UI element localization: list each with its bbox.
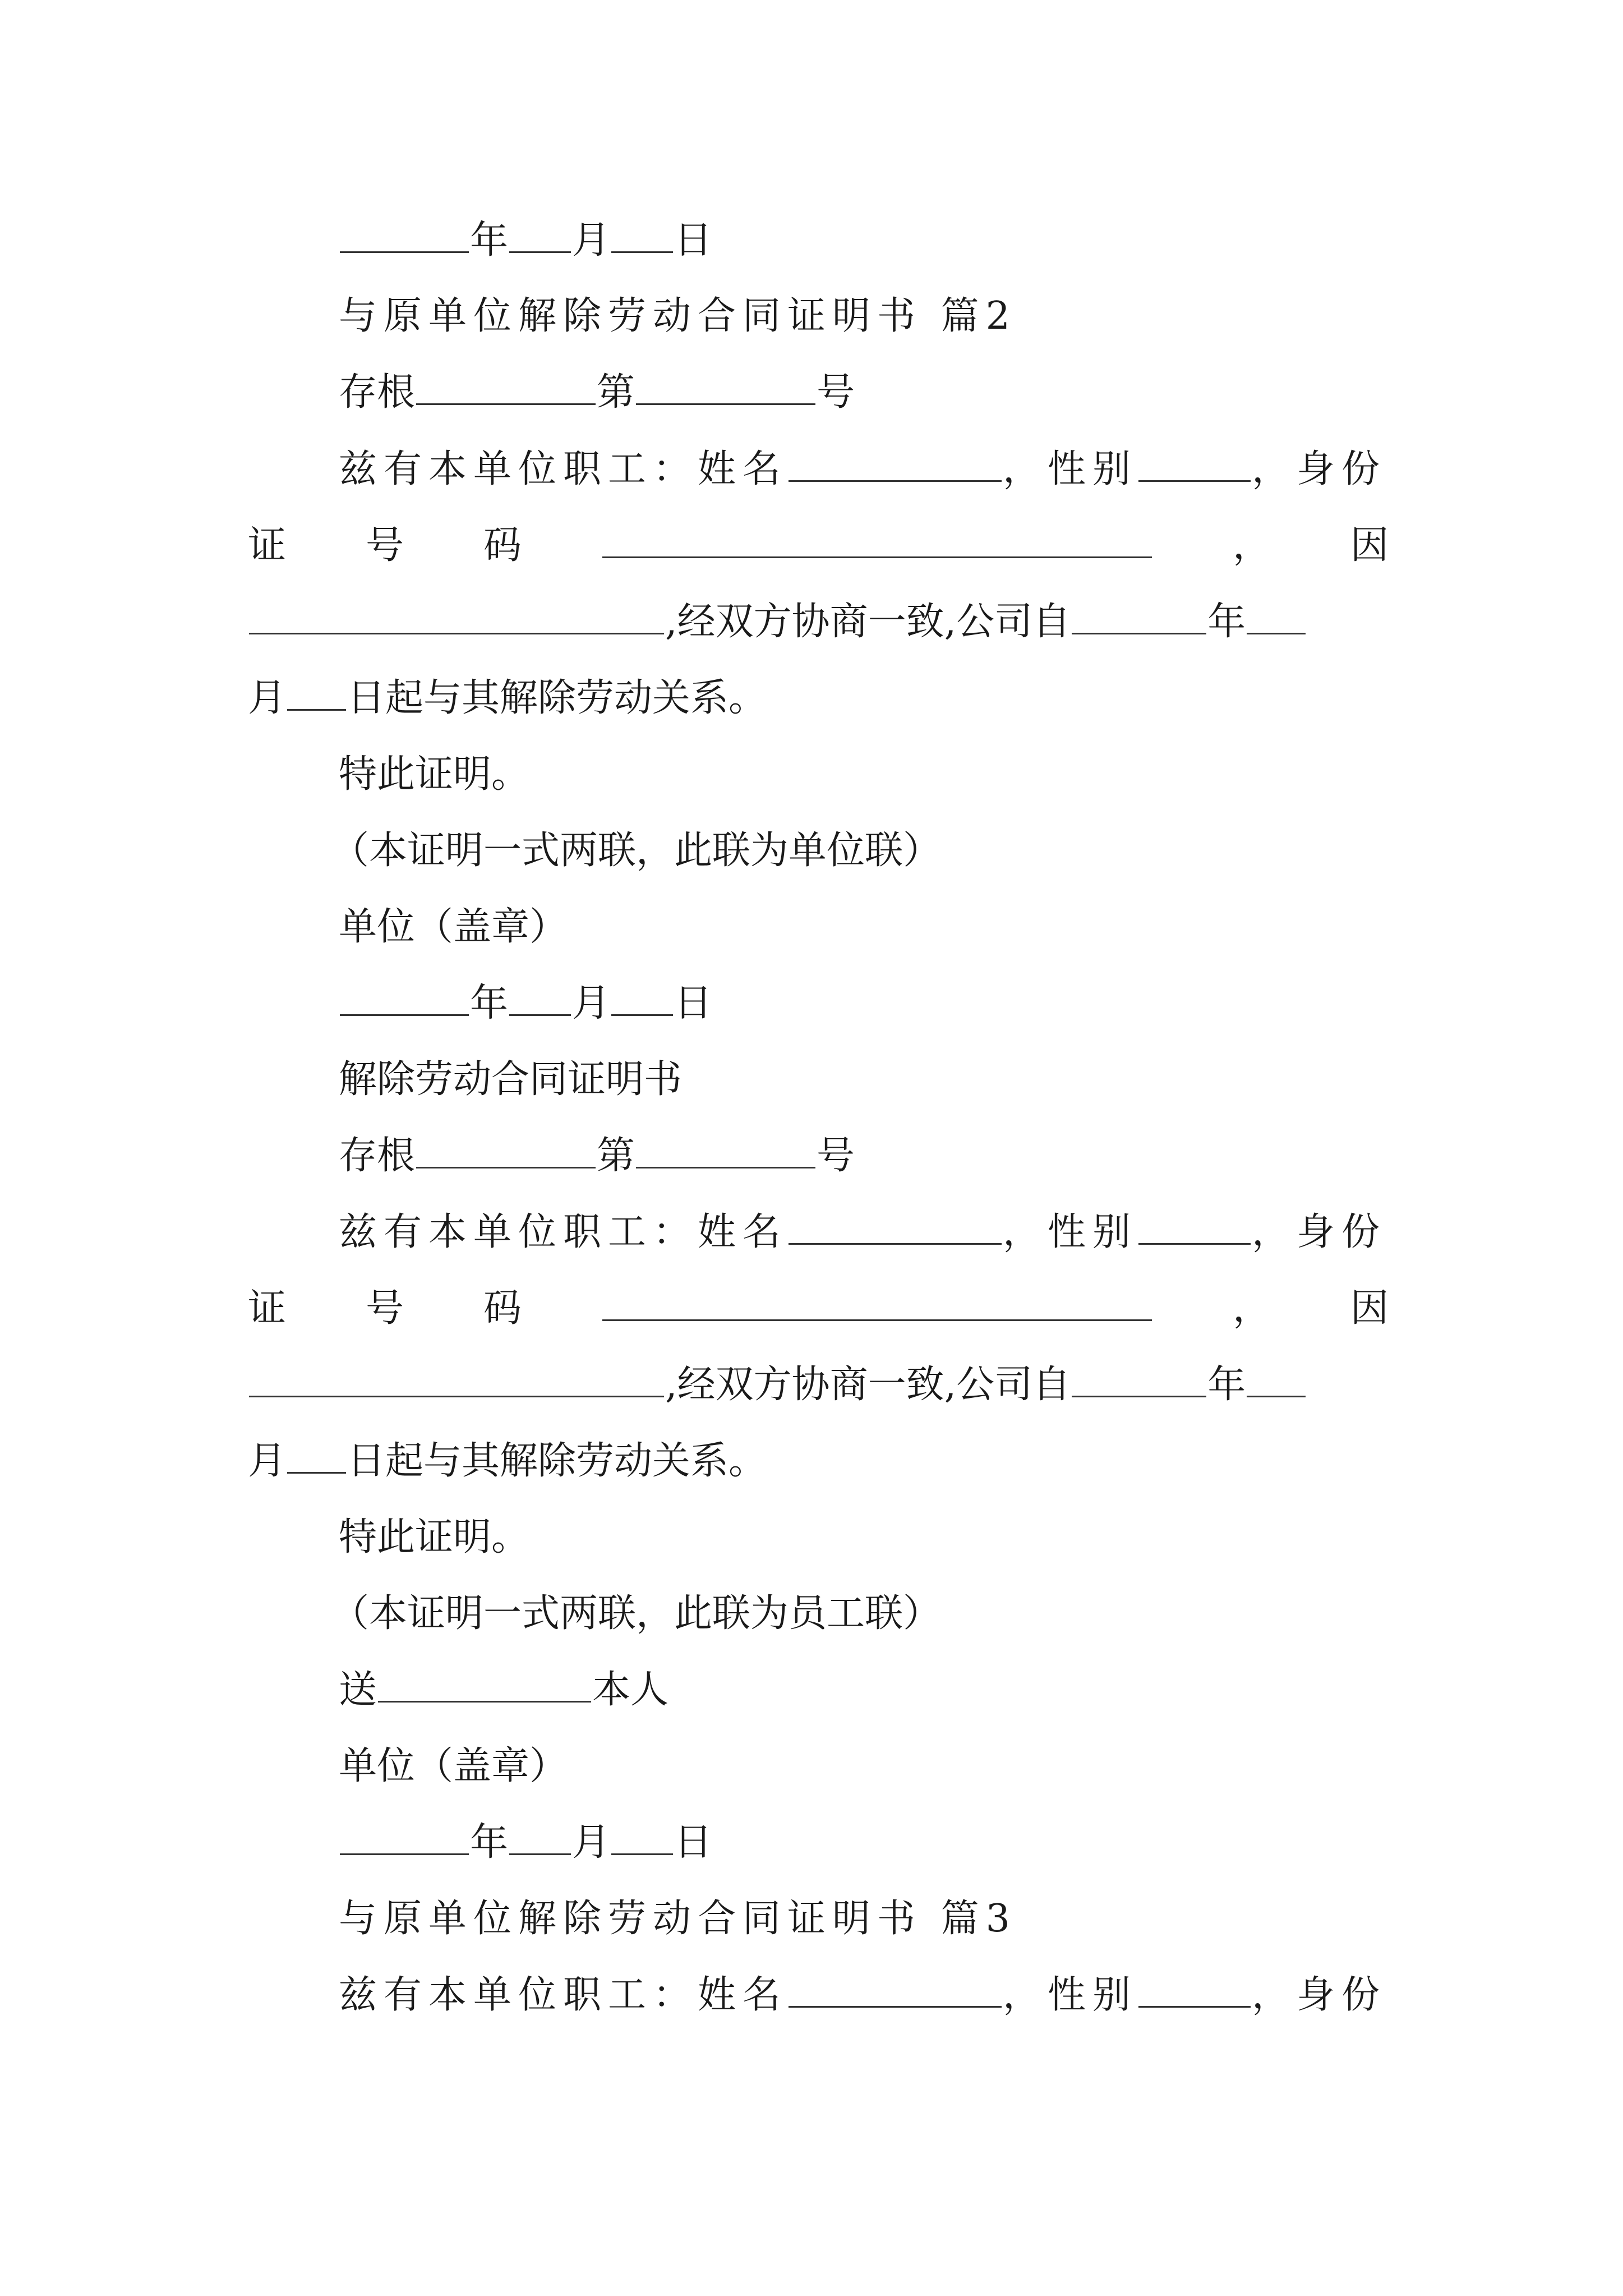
year-blank (340, 212, 469, 253)
stub-label: 存根 (339, 370, 416, 415)
day-blank (611, 1814, 673, 1855)
year-blank (340, 975, 469, 1016)
day-label: 日 (674, 218, 713, 263)
reason-line (248, 591, 1389, 653)
month-blank (509, 1814, 571, 1855)
agree-text: ,经双方协商一致,公司自 (665, 600, 1071, 644)
reason-blank (249, 1356, 664, 1397)
hereby-text: 特此证明。 (339, 1515, 530, 1559)
copy-note: （本证明一式两联，此联为单位联） (331, 829, 942, 873)
stub-blank (416, 364, 596, 405)
hereby-text: 特此证明。 (339, 752, 530, 797)
month-label: 月 (248, 1439, 287, 1483)
gender-label: ，性别 (1003, 1210, 1138, 1254)
release-text: 日起与其解除劳动关系。 (347, 676, 767, 720)
because-label: 因 (1350, 1286, 1389, 1331)
intro-line (339, 439, 1386, 500)
stub-line (339, 362, 855, 424)
month-label: 月 (572, 981, 611, 1025)
month-blank (509, 975, 571, 1016)
seal-label: 单位（盖章） (339, 1744, 568, 1788)
month-label: 月 (248, 676, 287, 720)
stub-no-label: 第 (597, 1134, 635, 1178)
day-blank (287, 670, 346, 711)
release-text: 日起与其解除劳动关系。 (347, 1439, 767, 1483)
stub-blank (416, 1128, 596, 1168)
release-line (248, 668, 767, 729)
id-char: 证 (248, 1286, 287, 1331)
intro-text: 兹有本单位职工：姓名 (339, 1973, 788, 2017)
intro-line (339, 1964, 1386, 2026)
date-line (339, 1812, 712, 1874)
name-blank (789, 441, 1002, 482)
comma: ， (1232, 1286, 1271, 1331)
year-label: 年 (1207, 600, 1246, 644)
id-number-blank (602, 1280, 1152, 1321)
id-char: 码 (483, 1286, 522, 1331)
date-line (339, 973, 712, 1034)
stub-number-blank (636, 364, 815, 405)
stub-line (339, 1125, 855, 1187)
stub-number-blank (636, 1128, 815, 1168)
stub-hao-label: 号 (817, 1134, 855, 1178)
id-prefix: ，身份 (1252, 447, 1387, 491)
send-line (339, 1659, 668, 1721)
id-prefix: ，身份 (1252, 1210, 1387, 1254)
stub-label: 存根 (339, 1134, 416, 1178)
year-label: 年 (470, 1820, 509, 1865)
copy-note: （本证明一式两联，此联为员工联） (331, 1591, 942, 1636)
seal-label: 单位（盖章） (339, 905, 568, 949)
id-number-line (248, 1278, 1389, 1340)
id-char: 证 (248, 523, 287, 568)
intro-text: 兹有本单位职工：姓名 (339, 447, 788, 491)
name-blank (789, 1967, 1002, 2008)
day-blank (287, 1433, 346, 1474)
stub-no-label: 第 (597, 370, 635, 415)
month-blank (509, 212, 571, 253)
id-char: 号 (366, 523, 404, 568)
date-line (339, 210, 712, 272)
day-label: 日 (674, 981, 713, 1025)
year-label: 年 (470, 218, 509, 263)
id-char: 号 (366, 1286, 404, 1331)
id-number-blank (602, 517, 1152, 558)
intro-text: 兹有本单位职工：姓名 (339, 1210, 788, 1254)
day-label: 日 (674, 1820, 713, 1865)
id-char: 码 (483, 523, 522, 568)
section-title: 与原单位解除劳动合同证明书 篇2 (339, 294, 1017, 338)
section-title: 与原单位解除劳动合同证明书 篇3 (339, 1897, 1017, 1941)
name-blank (789, 1204, 1002, 1245)
recipient-blank (378, 1662, 591, 1703)
self-label: 本人 (592, 1668, 669, 1712)
month-blank (1247, 1356, 1306, 1397)
intro-line (339, 1202, 1386, 1263)
month-label: 月 (572, 1820, 611, 1865)
gender-blank (1138, 1967, 1251, 2008)
section-title: 解除劳动合同证明书 (339, 1057, 683, 1102)
year-label: 年 (1207, 1363, 1246, 1407)
gender-blank (1138, 441, 1251, 482)
year-blank (1072, 593, 1206, 634)
comma: ， (1232, 523, 1271, 568)
year-blank (340, 1814, 469, 1855)
stub-hao-label: 号 (817, 370, 855, 415)
because-label: 因 (1350, 523, 1389, 568)
gender-label: ，性别 (1003, 1973, 1138, 2017)
day-blank (611, 975, 673, 1016)
send-label: 送 (339, 1668, 377, 1712)
id-prefix: ，身份 (1252, 1973, 1387, 2017)
id-number-line (248, 515, 1389, 577)
reason-line (248, 1354, 1389, 1416)
year-blank (1072, 1356, 1206, 1397)
day-blank (611, 212, 673, 253)
month-label: 月 (572, 218, 611, 263)
year-label: 年 (470, 981, 509, 1025)
gender-label: ，性别 (1003, 447, 1138, 491)
release-line (248, 1430, 767, 1492)
reason-blank (249, 593, 664, 634)
gender-blank (1138, 1204, 1251, 1245)
month-blank (1247, 593, 1306, 634)
agree-text: ,经双方协商一致,公司自 (665, 1363, 1071, 1407)
